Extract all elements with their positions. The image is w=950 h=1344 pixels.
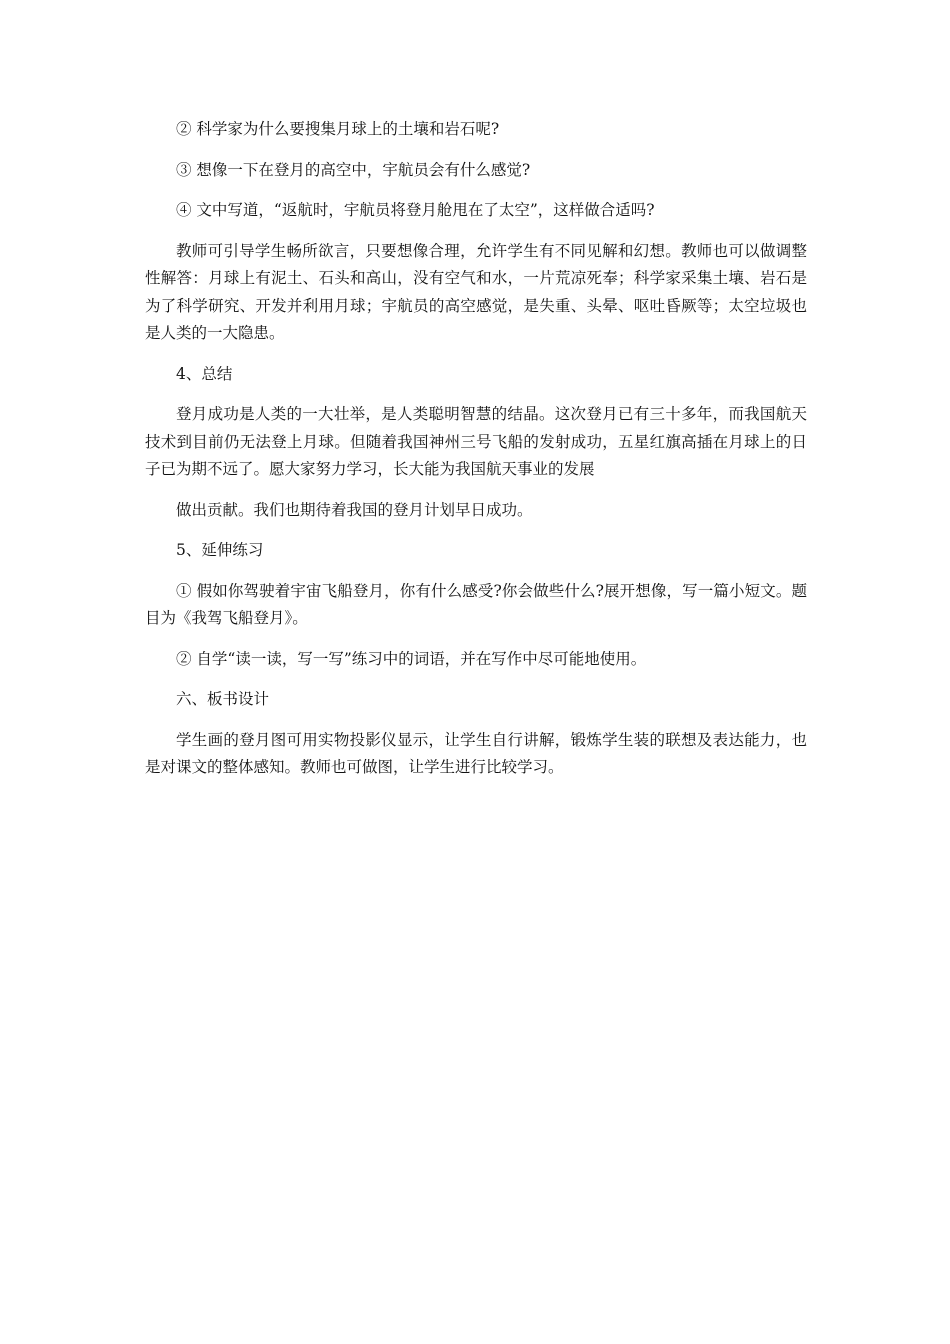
extension-exercise-2: ② 自学“读一读，写一写”练习中的词语，并在写作中尽可能地使用。 <box>176 649 647 668</box>
extension-exercise-1: ① 假如你驾驶着宇宙飞船登月，你有什么感受?你会做些什么?展开想像，写一篇小短文。题目为《我驾飞船登月》。 <box>145 581 807 627</box>
section-heading-summary: 4、总结 <box>176 364 233 383</box>
section-heading-extension: 5、延伸练习 <box>176 541 264 559</box>
board-design-paragraph: 学生画的登月图可用实物投影仪显示，让学生自行讲解，锻炼学生装的联想及表达能力，也是对课文的整体感知。教师也可做图，让学生进行比较学习。 <box>145 730 807 776</box>
document-body <box>145 116 807 795</box>
summary-paragraph: 登月成功是人类的一大壮举，是人类聪明智慧的结晶。这次登月已有三十多年，而我国航天技术到目前仍无法登上月球。但随着我国神州三号飞船的发射成功，五星红旗高插在月球上的日子已为期不远了。愿大家努力学习，长大能为我国航天事业的发展 <box>145 405 807 478</box>
teacher-guidance-paragraph: 教师可引导学生畅所欲言，只要想像合理，允许学生有不同见解和幻想。教师也可以做调整性解答：月球上有泥土、石头和高山，没有空气和水，一片荒凉死奉；科学家采集土壤、岩石是为了科学研究、开发并利用月球；宇航员的高空感觉，是失重、头晕、呕吐昏厥等；太空垃圾也是人类的一大隐患。 <box>145 241 807 342</box>
question-3: ③ 想像一下在登月的高空中，宇航员会有什么感觉? <box>176 160 531 179</box>
question-2: ② 科学家为什么要搜集月球上的土壤和岩石呢? <box>176 120 500 138</box>
section-heading-board-design: 六、板书设计 <box>176 690 270 708</box>
question-4: ④ 文中写道，“返航时，宇航员将登月舱甩在了太空”，这样做合适吗? <box>176 201 655 219</box>
summary-continuation: 做出贡献。我们也期待着我国的登月计划早日成功。 <box>176 500 533 519</box>
